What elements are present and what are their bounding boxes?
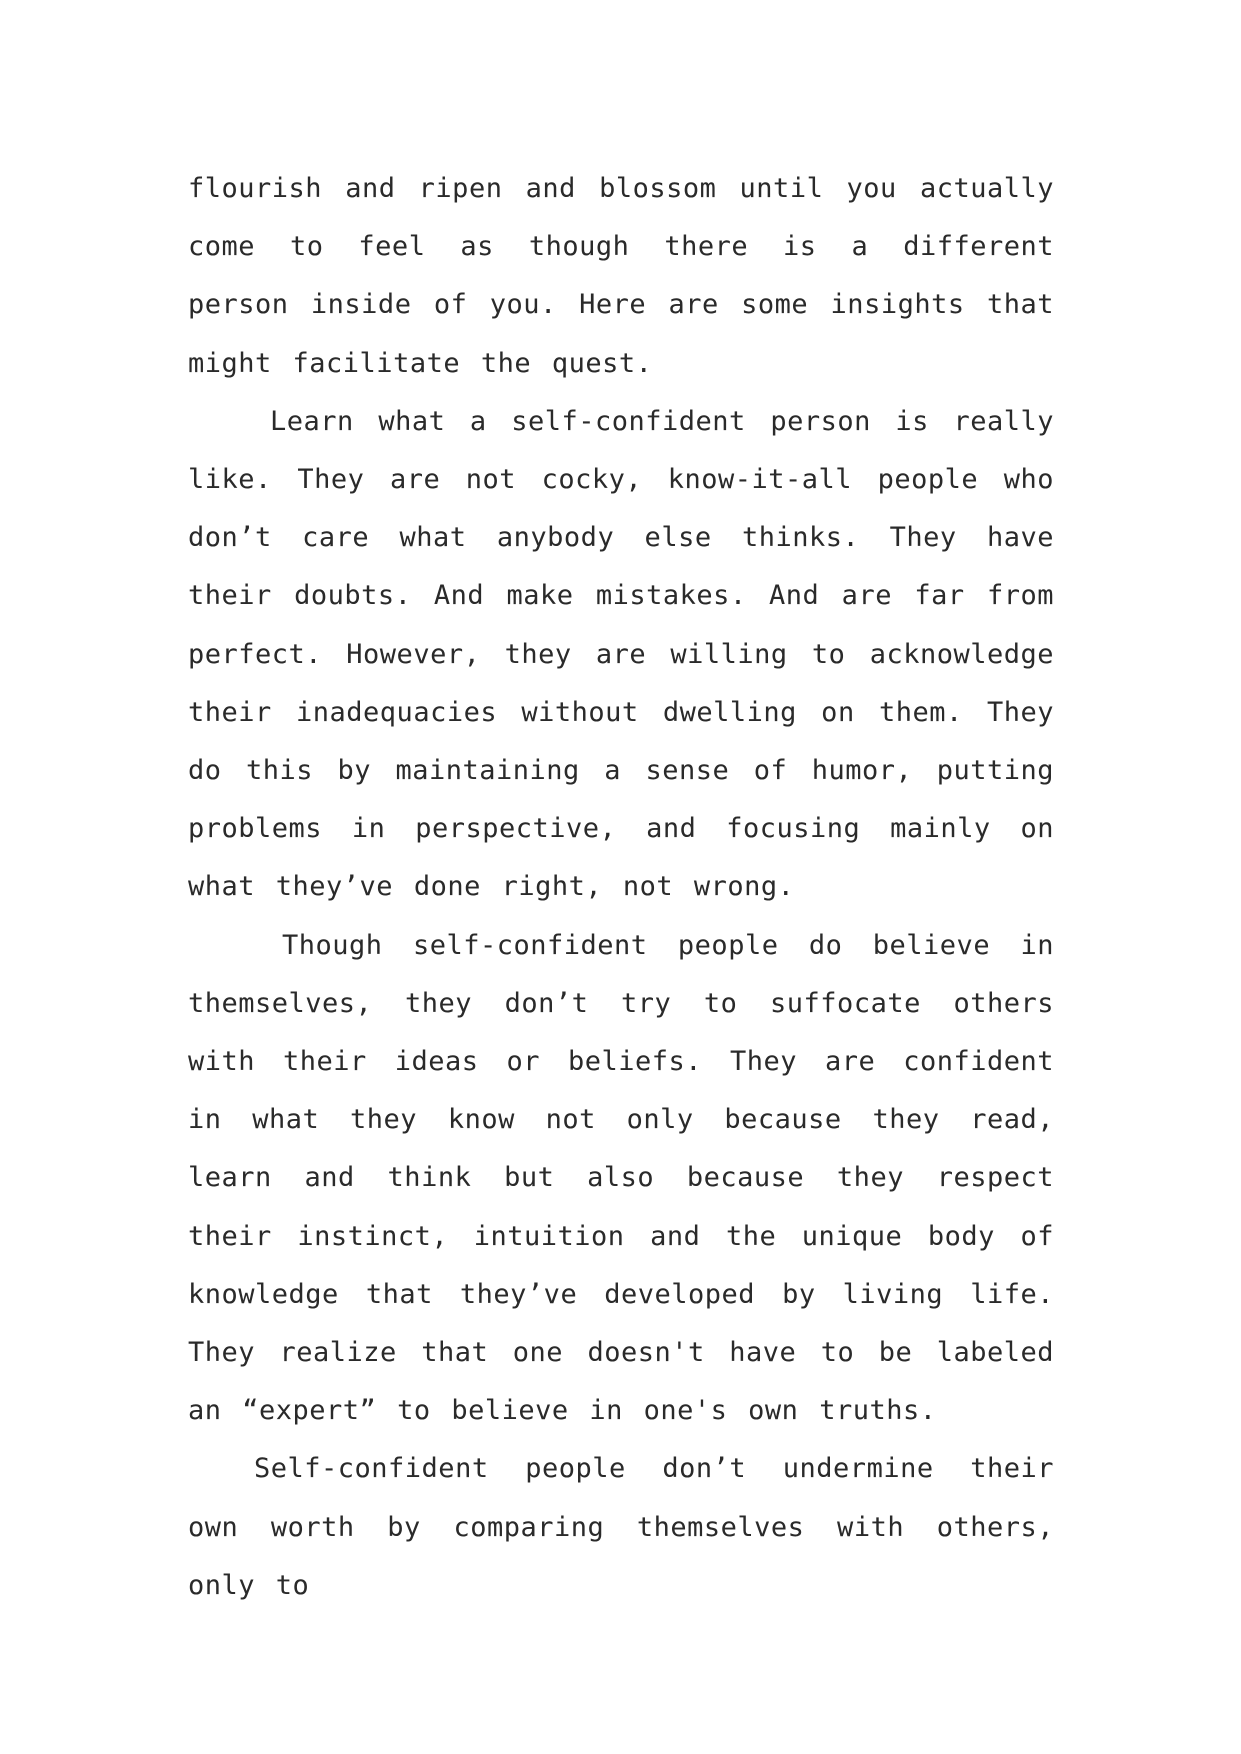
- paragraph-continuation: flourish and ripen and blossom until you actually come to feel as though there is a different person inside of you. Here are some insights that might facilitate the quest.: [188, 173, 1054, 379]
- paragraph-self-confident: Self-confident people don’t undermine their own worth by comparing themselves with others, only to: [188, 1453, 1054, 1601]
- paragraph-learn: Learn what a self-confident person is really like. They are not cocky, know-it-all people who don’t care what anybody else thinks. They have their doubts. And make mistakes. And are far from perfect. However, they are willing to acknowledge their inadequacies without dwelling on them. They do this by maintaining a sense of humor, putting problems in perspective, and focusing mainly on what they’ve done right, not wrong.: [188, 405, 1054, 903]
- paragraph-though: Though self-confident people do believe in themselves, they don’t try to suffocate others with their ideas or beliefs. They are confident in what they know not only because they read, learn and think but also because they respect their instinct, intuition and the unique body of knowledge that they’ve developed by living life. They realize that one doesn't have to be labeled an “expert” to believe in one's own truths.: [188, 929, 1054, 1427]
- body-text: [188, 160, 1054, 1615]
